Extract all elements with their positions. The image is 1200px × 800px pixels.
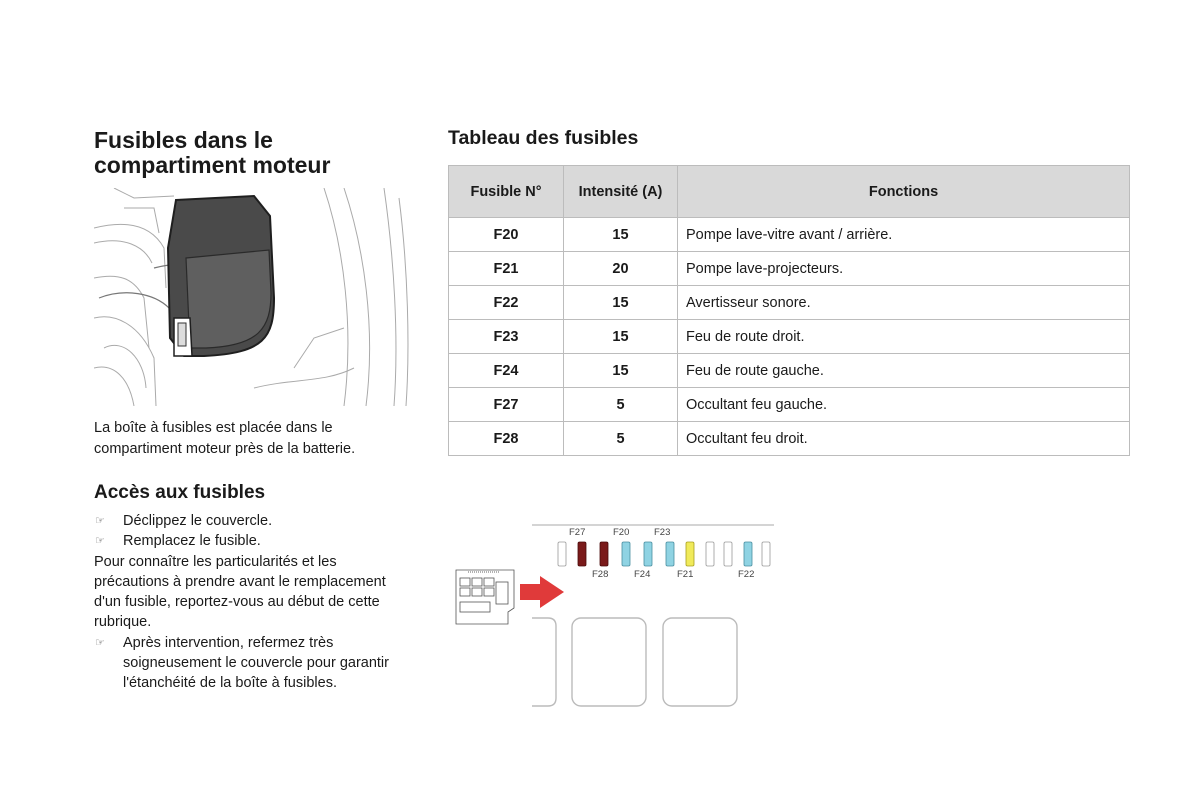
pointing-hand-icon: ☞: [95, 535, 105, 548]
fuse-number: F24: [449, 354, 564, 388]
fuse-F23: [666, 542, 674, 566]
fuse-number: F23: [449, 320, 564, 354]
table-row: [449, 286, 1130, 320]
fuse-amperage: 15: [564, 354, 678, 388]
label-F22: F22: [738, 569, 755, 580]
header-functions: Fonctions: [678, 166, 1130, 218]
intro-text: La boîte à fusibles est placée dans le compartiment moteur près de la batterie.: [94, 420, 356, 457]
table-row: [449, 388, 1130, 422]
fuse-number: F22: [449, 286, 564, 320]
fuse-function: Feu de route droit.: [678, 320, 1130, 354]
label-F27: F27: [569, 527, 586, 538]
fuse-slot: [558, 542, 566, 566]
page-title: Fusibles dans le compartiment moteur: [94, 127, 331, 178]
table-row: [449, 320, 1130, 354]
fuse-function: Avertisseur sonore.: [678, 286, 1130, 320]
label-F28: F28: [592, 569, 609, 580]
label-F20: F20: [613, 527, 630, 538]
pointing-hand-icon: ☞: [95, 515, 105, 527]
list-item: ☞ Remplacez le fusible.: [94, 531, 414, 551]
fuse-amperage: 5: [564, 422, 678, 456]
arrow-right-icon: [520, 576, 564, 608]
fuse-F20: [622, 542, 630, 566]
fuse-number: F27: [449, 388, 564, 422]
fuse-box-overview: [456, 570, 514, 624]
fuse-F22: [744, 542, 752, 566]
table-row: [449, 354, 1130, 388]
table-row: [449, 252, 1130, 286]
table-row: [449, 218, 1130, 252]
fuse-slot: [706, 542, 714, 566]
fuse-number: F28: [449, 422, 564, 456]
relay-box: [572, 618, 646, 706]
label-F24: F24: [634, 569, 651, 580]
fuse-number: F20: [449, 218, 564, 252]
relay-box: [663, 618, 737, 706]
fuse-function: Pompe lave-projecteurs.: [678, 252, 1130, 286]
fuse-amperage: 15: [564, 286, 678, 320]
fuse-table: [448, 165, 1130, 456]
fuse-number: F21: [449, 252, 564, 286]
fuse-amperage: 20: [564, 252, 678, 286]
fuse-function: Occultant feu gauche.: [678, 388, 1130, 422]
label-F23: F23: [654, 527, 671, 538]
fuse-slot: [724, 542, 732, 566]
fuse-function: Occultant feu droit.: [678, 422, 1130, 456]
fuse-function: Feu de route gauche.: [678, 354, 1130, 388]
fuse-F21: [686, 542, 694, 566]
fuse-F27: [578, 542, 586, 566]
list-item: ☞ Déclippez le couvercle.: [94, 511, 414, 531]
fuse-amperage: 15: [564, 218, 678, 252]
access-instructions: [94, 511, 414, 694]
fuse-box-diagram: [448, 520, 778, 710]
access-paragraph: Pour connaître les particularités et les précautions à prendre avant le remplacement d'un fusible, reportez-vous au début de cette rubrique.: [94, 553, 386, 631]
table-header-row: [449, 166, 1130, 218]
relay-box: [532, 618, 556, 706]
access-heading: Accès aux fusibles: [94, 482, 266, 503]
table-heading: Tableau des fusibles: [448, 127, 639, 149]
header-amperage: Intensité (A): [564, 166, 678, 218]
fuse-amperage: 15: [564, 320, 678, 354]
fuse-function: Pompe lave-vitre avant / arrière.: [678, 218, 1130, 252]
fuse-amperage: 5: [564, 388, 678, 422]
table-row: [449, 422, 1130, 456]
fuse-slot: [762, 542, 770, 566]
engine-compartment-illustration: [94, 188, 410, 406]
label-F21: F21: [677, 569, 694, 580]
header-fuse: Fusible N°: [449, 166, 564, 218]
pointing-hand-icon: ☞: [95, 636, 105, 649]
fuse-F28: [600, 542, 608, 566]
fuse-F24: [644, 542, 652, 566]
list-item: ☞ Après intervention, refermez très soigneusement le couvercle pour garantir l'étanchéité de la boîte à fusibles.: [95, 634, 389, 692]
